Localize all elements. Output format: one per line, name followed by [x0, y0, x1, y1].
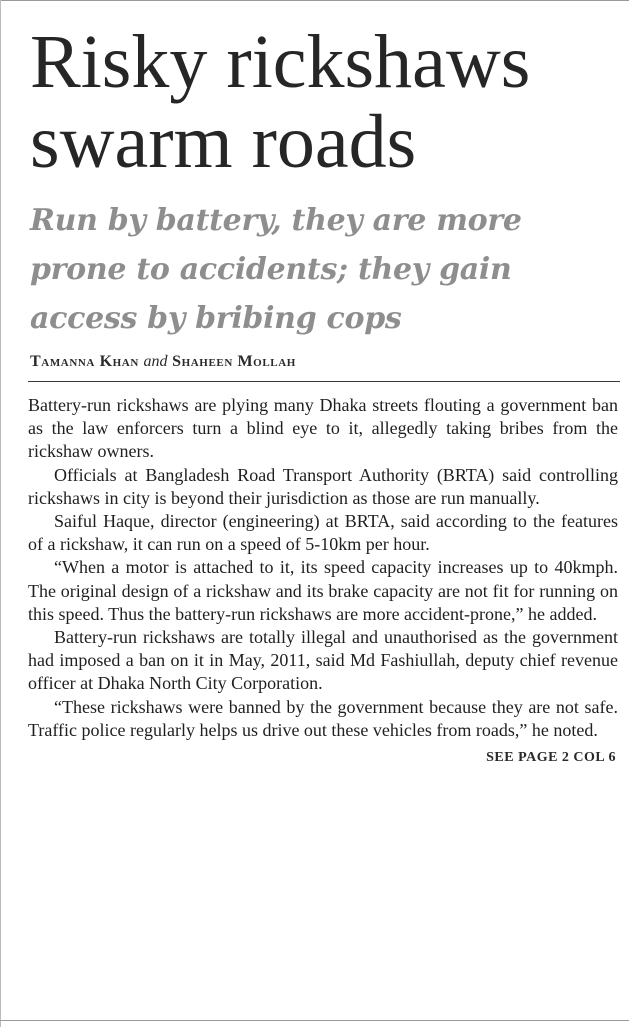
left-border: [0, 0, 1, 1027]
headline: Risky rickshaws swarm roads: [30, 20, 531, 184]
continued-on-page-link[interactable]: SEE PAGE 2 COL 6: [486, 750, 616, 766]
byline: [28, 353, 620, 371]
byline-author-1: Tamanna Khan: [30, 353, 139, 370]
paragraph-3: Saiful Haque, director (engineering) at BRTA, said according to the features of a rickshaw, it can run on a speed of 5-10km per hour.: [28, 511, 618, 555]
paragraph-2: Officials at Bangladesh Road Transport Authority (BRTA) said controlling rickshaws in city is beyond their jurisdiction as those are run manually.: [28, 464, 618, 508]
paragraph-4: “When a motor is attached to it, its speed capacity increases up to 40kmph. The original design of a rickshaw and its brake capacity are not fit for running on this speed. Thus the battery-run rickshaws are more accident-prone,” he added.: [28, 557, 618, 624]
top-border: [0, 0, 629, 1]
byline-divider: [28, 381, 620, 382]
subheadline: Run by battery, they are more prone to accidents; they gain access by bribing cops: [30, 203, 522, 336]
paragraph-6: “These rickshaws were banned by the government because they are not safe. Traffic police regularly helps us drive out these vehicles from roads,” he noted.: [28, 696, 618, 740]
article-body: [28, 394, 620, 742]
byline-author-2: Shaheen Mollah: [172, 353, 296, 370]
news-article: [28, 22, 620, 766]
byline-joiner: and: [143, 353, 168, 370]
paragraph-5: Battery-run rickshaws are totally illegal and unauthorised as the government had imposed a ban on it in May, 2011, said Md Fashiullah, deputy chief revenue officer at Dhaka North City Corporation.: [28, 627, 618, 694]
bottom-border: [0, 1020, 629, 1021]
paragraph-1: Battery-run rickshaws are plying many Dhaka streets flouting a government ban as the law enforcers turn a blind eye to it, allegedly taking bribes from the rickshaw owners.: [28, 395, 618, 462]
